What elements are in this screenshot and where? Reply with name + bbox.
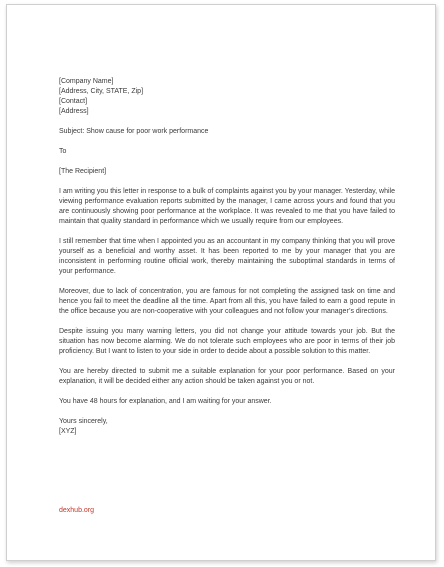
company-contact: [Contact]	[59, 98, 88, 105]
to-label: To	[59, 148, 67, 155]
signature: [XYZ]	[59, 428, 77, 435]
company-address-2: [Address]	[59, 108, 89, 115]
paragraph-3: Moreover, due to lack of concentration, you are famous for not completing the assigned task on time and hence you fail to meet the deadline all the time. Apart from all this, you have failed to earn a good repute in the office because you are non-cooperative with your colleagues and not follow your manager’s directions.	[59, 288, 395, 315]
letter-body	[59, 77, 395, 437]
letter-page	[6, 4, 436, 561]
paragraph-5: You are hereby directed to submit me a suitable explanation for your poor performance. Based on your explanation, it will be decided either any action should be taken against you or not.	[59, 368, 395, 385]
subject-line: Subject: Show cause for poor work performance	[59, 128, 209, 135]
company-name: [Company Name]	[59, 78, 114, 85]
closing: Yours sincerely,	[59, 418, 108, 425]
company-address: [Address, City, STATE, Zip]	[59, 88, 144, 95]
paragraph-2: I still remember that time when I appointed you as an accountant in my company thinking that you will prove yourself as a beneficial and worthy asset. It has been reported to me by your manager that you are inconsistent in performing routine official work, thereby maintaining the suboptimal standards in terms of your performance.	[59, 238, 395, 275]
sender-address	[59, 77, 395, 117]
paragraph-1: I am writing you this letter in response to a bulk of complaints against you by your manager. Yesterday, while viewing performance evaluation reports submitted by the manager, I came across yours and found that you are continuously showing poor performance at the workplace. It was revealed to me that you have failed to maintain that quality standard in performance which we usually require from our employees.	[59, 188, 395, 225]
recipient: [The Recipient]	[59, 168, 107, 175]
footer-watermark[interactable]: dexhub.org	[59, 507, 95, 514]
paragraph-4: Despite issuing you many warning letters, you did not change your attitude towards your job. But the situation has now become alarming. We do not tolerate such employees who are poor in terms of their job proficiency. But I want to listen to your side in order to decide about a possible solution to this matter.	[59, 328, 395, 355]
paragraph-6: You have 48 hours for explanation, and I am waiting for your answer.	[59, 398, 272, 405]
